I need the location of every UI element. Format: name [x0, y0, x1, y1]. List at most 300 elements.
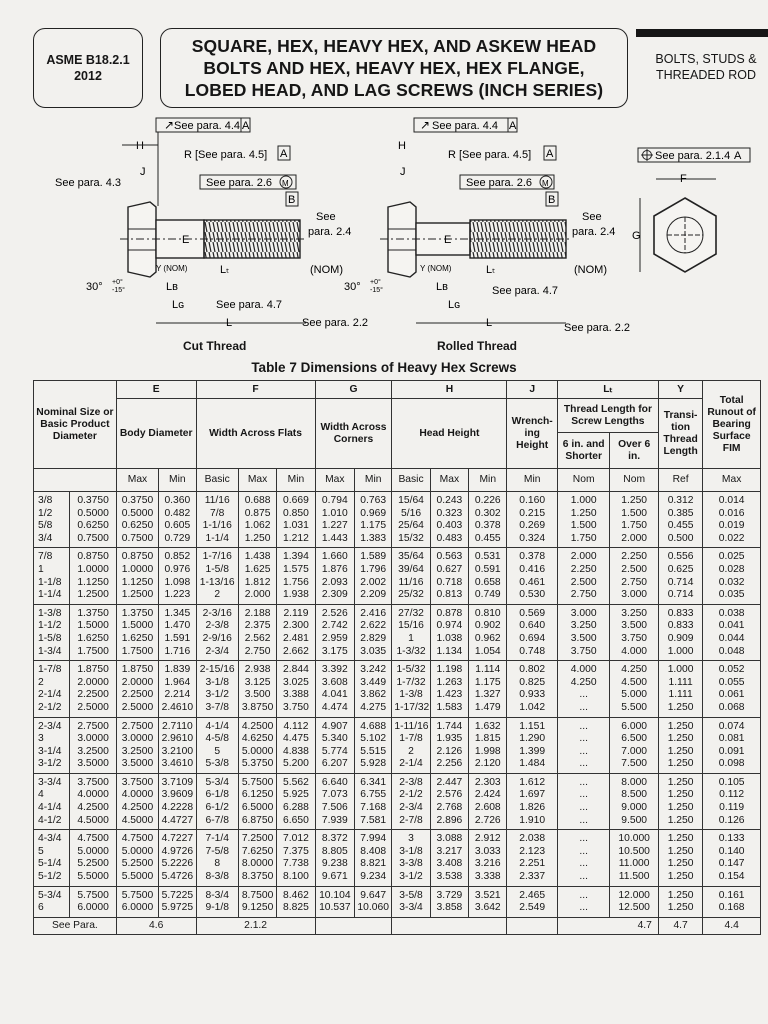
cell-value: 1.394: [283, 551, 309, 563]
cell-value: 2-3/8: [399, 776, 423, 788]
cell-runout: [703, 604, 761, 660]
cell-value: 2.5000: [121, 701, 154, 713]
cell-value: 2.768: [436, 802, 463, 814]
cell-f-max: [238, 773, 276, 829]
cell-value: 2-3/4: [38, 720, 62, 732]
width-across-corners-header: Width Across Corners: [315, 399, 392, 469]
cell-dec: [70, 830, 116, 886]
cell-value: 6.650: [283, 814, 309, 826]
cell-value: ...: [579, 733, 588, 745]
cell-value: 2.7110: [161, 720, 193, 732]
cell-value: 0.976: [164, 563, 191, 575]
cell-value: 2.829: [360, 632, 387, 644]
col-letter-e: E: [116, 381, 196, 399]
subheader-cell: Max: [315, 469, 354, 492]
cell-value: 1.500: [621, 507, 648, 519]
section-label: [646, 51, 766, 83]
cell-value: 1.910: [519, 814, 546, 826]
para-43-callout: See para. 4.3: [55, 177, 122, 189]
cell-f-basic: [196, 492, 238, 548]
cell-value: 0.133: [718, 833, 745, 845]
cell-g-max: [315, 773, 354, 829]
nominal-size-header: Nominal Size or Basic Product Diameter: [34, 381, 117, 469]
standard-designation-box: [33, 28, 143, 108]
cell-g-min: [355, 773, 392, 829]
cell-value: 11.500: [618, 871, 650, 883]
cell-value: 6.8750: [241, 814, 274, 826]
cell-value: 2.500: [621, 563, 648, 575]
cell-h-basic: [392, 548, 430, 604]
cell-f-min: [277, 548, 315, 604]
subheader-cell: Max: [238, 469, 276, 492]
cell-value: 6.755: [360, 789, 387, 801]
cell-value: 1.935: [436, 733, 463, 745]
subheader-row: [34, 469, 761, 492]
size-group: [34, 492, 761, 548]
cell-value: 0.749: [474, 589, 501, 601]
cell-j-min: [507, 886, 557, 917]
cell-value: 0.483: [436, 532, 463, 544]
cell-value: 7.506: [321, 802, 348, 814]
cell-value: 9.1250: [241, 902, 274, 914]
cell-y-ref: [658, 492, 702, 548]
cell-lt-short: [557, 492, 610, 548]
cell-value: 2.251: [519, 858, 546, 870]
cell-value: 4.2500: [121, 802, 154, 814]
cell-value: 7.994: [360, 833, 387, 845]
cell-value: 4.4727: [161, 814, 194, 826]
cell-value: 3.025: [283, 676, 309, 688]
cell-h-min: [469, 492, 507, 548]
cell-value: 0.022: [718, 532, 745, 544]
cell-value: 0.019: [718, 520, 745, 532]
para-26-callout-rolled: See para. 2.6: [466, 177, 533, 189]
cut-thread-figure: [40, 112, 370, 362]
cell-value: 0.055: [718, 676, 745, 688]
cell-value: 0.168: [718, 902, 745, 914]
cell-f-min: [277, 661, 315, 717]
page-title-line3: LOBED HEAD, AND LAG SCREWS (INCH SERIES): [184, 80, 604, 100]
cell-value: ...: [579, 758, 588, 770]
cell-value: ...: [579, 833, 588, 845]
cell-value: 7.581: [360, 814, 387, 826]
cell-h-min: [469, 548, 507, 604]
cell-value: 3.2500: [77, 745, 109, 757]
para-24-callout-rolled-a: See: [582, 211, 602, 223]
cell-value: 0.500: [667, 532, 694, 544]
cell-value: 0.718: [436, 576, 463, 588]
para-45-callout-rolled: R [See para. 4.5]: [448, 149, 532, 161]
cell-j-min: [507, 492, 557, 548]
cell-value: 1.500: [570, 520, 597, 532]
cell-value: 1.111: [668, 689, 693, 701]
see-para-g: [315, 917, 392, 934]
nom-label-rolled: (NOM): [574, 264, 607, 276]
cell-value: 5.7500: [121, 889, 154, 901]
cell-value: 2.608: [474, 802, 501, 814]
cell-value: ...: [579, 720, 588, 732]
cell-value: 1.250: [667, 733, 694, 745]
cell-value: 11.000: [618, 858, 650, 870]
section-label-line2: THREADED ROD: [655, 68, 756, 82]
dim-lg-label-rolled: Lɢ: [448, 299, 461, 311]
cell-value: 0.833: [667, 620, 694, 632]
cell-value: 3-1/2: [38, 758, 62, 770]
cell-value: 15/64: [398, 495, 424, 506]
cell-value: 4.907: [321, 720, 348, 732]
cell-value: 3-3/4: [38, 776, 62, 788]
cell-value: 2.0000: [121, 676, 154, 688]
cell-runout: [703, 773, 761, 829]
cell-value: 0.041: [718, 620, 745, 632]
cell-value: 0.416: [519, 563, 546, 575]
cell-value: 0.385: [667, 507, 694, 519]
cell-y-ref: [658, 830, 702, 886]
cell-value: 0.833: [667, 607, 694, 619]
cell-f-min: [277, 604, 315, 660]
cell-value: 4.0000: [121, 789, 154, 801]
cell-value: 3.729: [436, 889, 463, 901]
cell-value: 0.061: [718, 689, 745, 701]
cell-value: 3.500: [621, 620, 648, 632]
rolled-thread-caption: Rolled Thread: [437, 339, 518, 353]
thread-long-header: Over 6 in.: [610, 433, 658, 469]
cell-value: 0.5000: [121, 507, 154, 519]
cell-value: 1.134: [436, 645, 463, 657]
chamfer-angle-rolled: 30°: [344, 281, 361, 293]
dim-lt-label: Lₜ: [220, 264, 230, 276]
cell-value: 1.0000: [77, 563, 109, 575]
svg-text:↗: ↗: [420, 118, 431, 132]
cell-value: 3.217: [436, 845, 463, 857]
cell-value: 2-3/16: [202, 607, 232, 619]
cell-value: 0.902: [474, 620, 501, 632]
cell-e-max: [116, 717, 158, 773]
cell-value: 2.120: [474, 758, 501, 770]
cell-value: 2.0000: [77, 676, 109, 688]
cell-value: 9.647: [360, 889, 387, 901]
table-row: [34, 717, 761, 773]
cell-value: 5.925: [283, 789, 309, 801]
cell-dec: [70, 886, 116, 917]
cell-value: 2.481: [283, 632, 309, 644]
cell-value: 7.500: [621, 758, 648, 770]
para-47-callout-rolled: See para. 4.7: [492, 285, 559, 297]
cell-value: 1.250: [667, 871, 694, 883]
cell-value: 2.576: [436, 789, 463, 801]
cell-value: 5/16: [401, 507, 422, 519]
datum-m-rolled: M: [542, 179, 549, 188]
cell-value: 0.694: [519, 632, 546, 644]
cell-value: 1.250: [667, 845, 694, 857]
cell-value: 3.750: [570, 645, 597, 657]
cell-y-ref: [658, 717, 702, 773]
cell-value: 1.062: [244, 520, 271, 532]
cell-value: 3.5000: [77, 758, 109, 770]
size-group: [34, 773, 761, 829]
cell-value: 9.000: [621, 802, 648, 814]
cell-value: 1-7/16: [202, 551, 232, 563]
cell-value: 1.151: [519, 720, 546, 732]
cell-f-basic: [196, 548, 238, 604]
cell-value: 0.850: [283, 507, 309, 519]
cell-value: 1: [38, 563, 44, 575]
cell-value: 2-3/4: [399, 802, 423, 814]
cell-value: 2.662: [283, 645, 309, 657]
cell-g-min: [355, 492, 392, 548]
cell-value: 3.000: [570, 607, 597, 619]
cell-lt-long: [610, 717, 658, 773]
cell-value: 10.000: [618, 833, 650, 845]
cell-value: ...: [579, 858, 588, 870]
cell-value: 1.3750: [121, 607, 154, 619]
cell-value: 1-7/32: [396, 676, 426, 688]
cell-value: 0.161: [718, 889, 745, 901]
cell-value: 6.341: [360, 776, 387, 788]
see-para-j: [507, 917, 557, 934]
dim-l-label: L: [226, 317, 233, 329]
cell-value: 0.226: [474, 495, 501, 506]
cell-value: 2.750: [244, 645, 271, 657]
cell-value: 5.515: [360, 745, 387, 757]
cell-value: 6.500: [621, 733, 648, 745]
cell-value: 3.033: [474, 845, 501, 857]
cell-value: 2: [38, 676, 44, 688]
cell-value: 3.392: [321, 664, 348, 676]
subheader-cell: Ref: [658, 469, 702, 492]
table-row: [34, 830, 761, 886]
cell-value: 3.0000: [77, 733, 109, 745]
cell-e-min: [159, 773, 196, 829]
cell-value: 3.7109: [161, 776, 194, 788]
cell-value: ...: [579, 902, 588, 914]
cell-value: 1.175: [474, 676, 501, 688]
cell-value: 0.714: [667, 589, 694, 601]
cell-value: 1.744: [436, 720, 463, 732]
cell-value: 3-7/8: [205, 701, 229, 713]
cell-j-min: [507, 830, 557, 886]
datum-a-rolled-2: A: [546, 148, 554, 160]
cell-value: 3.2100: [161, 745, 194, 757]
cell-value: 5.0000: [77, 845, 109, 857]
cell-value: 4.688: [360, 720, 387, 732]
cell-lt-long: [610, 830, 658, 886]
cell-value: 2-1/2: [38, 701, 62, 713]
cell-value: 5.3750: [241, 758, 274, 770]
cell-value: 11/16: [398, 576, 424, 588]
cell-value: 3.7500: [121, 776, 154, 788]
cell-h-min: [469, 661, 507, 717]
cell-value: 0.105: [718, 776, 745, 788]
cell-value: 12.500: [618, 902, 650, 914]
para-24-callout-a: See: [316, 211, 336, 223]
cell-value: 3.538: [436, 871, 463, 883]
cell-value: 3.408: [436, 858, 463, 870]
cell-value: 1.826: [519, 802, 546, 814]
cell-value: 4.7227: [161, 833, 194, 845]
cell-value: 1.7500: [77, 645, 109, 657]
cell-value: 1.223: [164, 589, 191, 601]
cell-h-max: [430, 604, 468, 660]
cell-value: 3.862: [360, 689, 387, 701]
para-26-callout: See para. 2.6: [206, 177, 273, 189]
cell-value: 3.088: [436, 833, 463, 845]
cell-value: 1.575: [283, 563, 309, 575]
cell-h-max: [430, 830, 468, 886]
cell-value: 9-1/8: [205, 902, 229, 914]
cell-value: 2.447: [436, 776, 463, 788]
cell-runout: [703, 717, 761, 773]
cell-value: 2.500: [570, 576, 597, 588]
cell-value: 5.7500: [241, 776, 274, 788]
cell-value: 2.337: [519, 871, 546, 883]
cell-value: 1.589: [360, 551, 387, 563]
cell-value: 0.378: [519, 551, 546, 563]
y-nom-label: Y (NOM): [156, 264, 188, 273]
cell-value: 5.562: [283, 776, 309, 788]
col-letter-h: H: [392, 381, 507, 399]
cell-runout: [703, 661, 761, 717]
cell-value: 2-15/16: [199, 664, 235, 676]
cell-value: 3: [408, 833, 414, 845]
datum-a-2: A: [280, 148, 288, 160]
col-letter-lt: Lₜ: [557, 381, 658, 399]
cell-value: 1-17/32: [394, 701, 430, 713]
cell-value: 3-1/8: [399, 845, 423, 857]
para-44-callout-rolled: See para. 4.4: [432, 120, 499, 132]
cell-value: 0.052: [718, 664, 745, 676]
cell-value: 1-7/8: [38, 664, 62, 676]
cell-value: 6-1/2: [205, 802, 229, 814]
cell-f-basic: [196, 604, 238, 660]
cell-value: 4.000: [621, 645, 648, 657]
cell-value: 3.500: [244, 689, 271, 701]
cell-e-min: [159, 830, 196, 886]
see-para-row: [34, 917, 761, 934]
cell-value: 1.250: [570, 507, 597, 519]
cell-value: 1.998: [474, 745, 501, 757]
cell-value: 2.250: [621, 551, 648, 563]
cell-value: 5: [214, 745, 221, 757]
cell-value: 7.2500: [241, 833, 274, 845]
cell-value: 7.073: [321, 789, 348, 801]
cell-value: 4.838: [283, 745, 309, 757]
cell-value: 5.500: [621, 701, 648, 713]
cell-value: 0.802: [519, 664, 546, 676]
cell-value: 5.774: [321, 745, 348, 757]
cell-value: 0.312: [667, 495, 694, 506]
datum-m: M: [282, 179, 289, 188]
table-row: [34, 604, 761, 660]
cell-lt-short: [557, 661, 610, 717]
cell-lt-long: [610, 604, 658, 660]
datum-a-hex: A: [734, 150, 742, 162]
cell-value: 0.403: [436, 520, 463, 532]
cell-g-max: [315, 661, 354, 717]
cell-value: 0.461: [519, 576, 546, 588]
cell-value: 1.796: [360, 563, 387, 575]
cell-value: 2.742: [321, 620, 348, 632]
dim-g-label: G: [632, 230, 641, 242]
subheader-cell: Min: [469, 469, 507, 492]
cell-value: 8.500: [621, 789, 648, 801]
cell-value: 8-3/8: [205, 871, 229, 883]
subheader-cell: Basic: [196, 469, 238, 492]
cut-thread-caption: Cut Thread: [183, 339, 247, 353]
cell-y-ref: [658, 661, 702, 717]
cell-value: 0.7500: [121, 532, 154, 544]
cell-value: 0.302: [474, 507, 501, 519]
cell-value: 3.642: [474, 902, 501, 914]
cell-value: 3-1/8: [205, 676, 229, 688]
cell-value: 2.938: [244, 664, 271, 676]
cell-value: 3.216: [474, 858, 501, 870]
cell-value: 4-1/4: [205, 720, 229, 732]
cell-value: 2-1/4: [38, 689, 62, 701]
cell-value: 5.2500: [77, 858, 109, 870]
cell-value: 4-3/4: [38, 833, 62, 845]
para-214-callout: See para. 2.1.4: [655, 150, 731, 162]
cell-lt-short: [557, 773, 610, 829]
cell-value: 1.8750: [121, 664, 154, 676]
col-letter-g: G: [315, 381, 392, 399]
cell-value: 3.750: [621, 632, 648, 644]
cell-value: 0.878: [436, 607, 463, 619]
cell-value: 4.5000: [121, 814, 154, 826]
cell-value: 1.716: [164, 645, 191, 657]
cell-value: ...: [579, 871, 588, 883]
subheader-cell: Min: [277, 469, 315, 492]
cell-value: 3.521: [474, 889, 501, 901]
cell-f-basic: [196, 661, 238, 717]
dim-h-label: H: [136, 140, 144, 152]
cell-g-max: [315, 548, 354, 604]
cell-value: 6.000: [621, 720, 648, 732]
cell-value: 0.852: [164, 551, 191, 563]
cell-value: 2.250: [570, 563, 597, 575]
cell-lt-short: [557, 548, 610, 604]
cell-dec: [70, 604, 116, 660]
cell-runout: [703, 548, 761, 604]
cell-value: 1.250: [667, 701, 694, 713]
cell-value: 4.500: [621, 676, 648, 688]
nom-label: (NOM): [310, 264, 343, 276]
cell-value: 1-5/32: [396, 664, 426, 676]
cell-value: ...: [579, 745, 588, 757]
cell-value: 1-1/4: [38, 589, 62, 601]
cell-frac: [34, 492, 70, 548]
cell-value: 0.035: [718, 589, 745, 601]
cell-value: 3.000: [621, 589, 648, 601]
cell-value: 0.6250: [121, 520, 154, 532]
cell-value: 0.7500: [77, 532, 109, 544]
datum-a-rolled: A: [509, 120, 517, 132]
cell-value: 2.209: [360, 589, 387, 601]
cell-value: 6.640: [321, 776, 348, 788]
cell-frac: [34, 830, 70, 886]
cell-value: 0.569: [519, 607, 546, 619]
cell-lt-long: [610, 773, 658, 829]
cell-value: 6: [38, 902, 44, 914]
size-group: [34, 717, 761, 773]
cell-value: 5.0000: [241, 745, 274, 757]
cell-h-basic: [392, 661, 430, 717]
cell-f-basic: [196, 886, 238, 917]
cell-h-basic: [392, 773, 430, 829]
cell-value: 2-1/4: [399, 758, 423, 770]
cell-value: 1.250: [667, 720, 694, 732]
cell-value: 0.112: [719, 789, 745, 801]
